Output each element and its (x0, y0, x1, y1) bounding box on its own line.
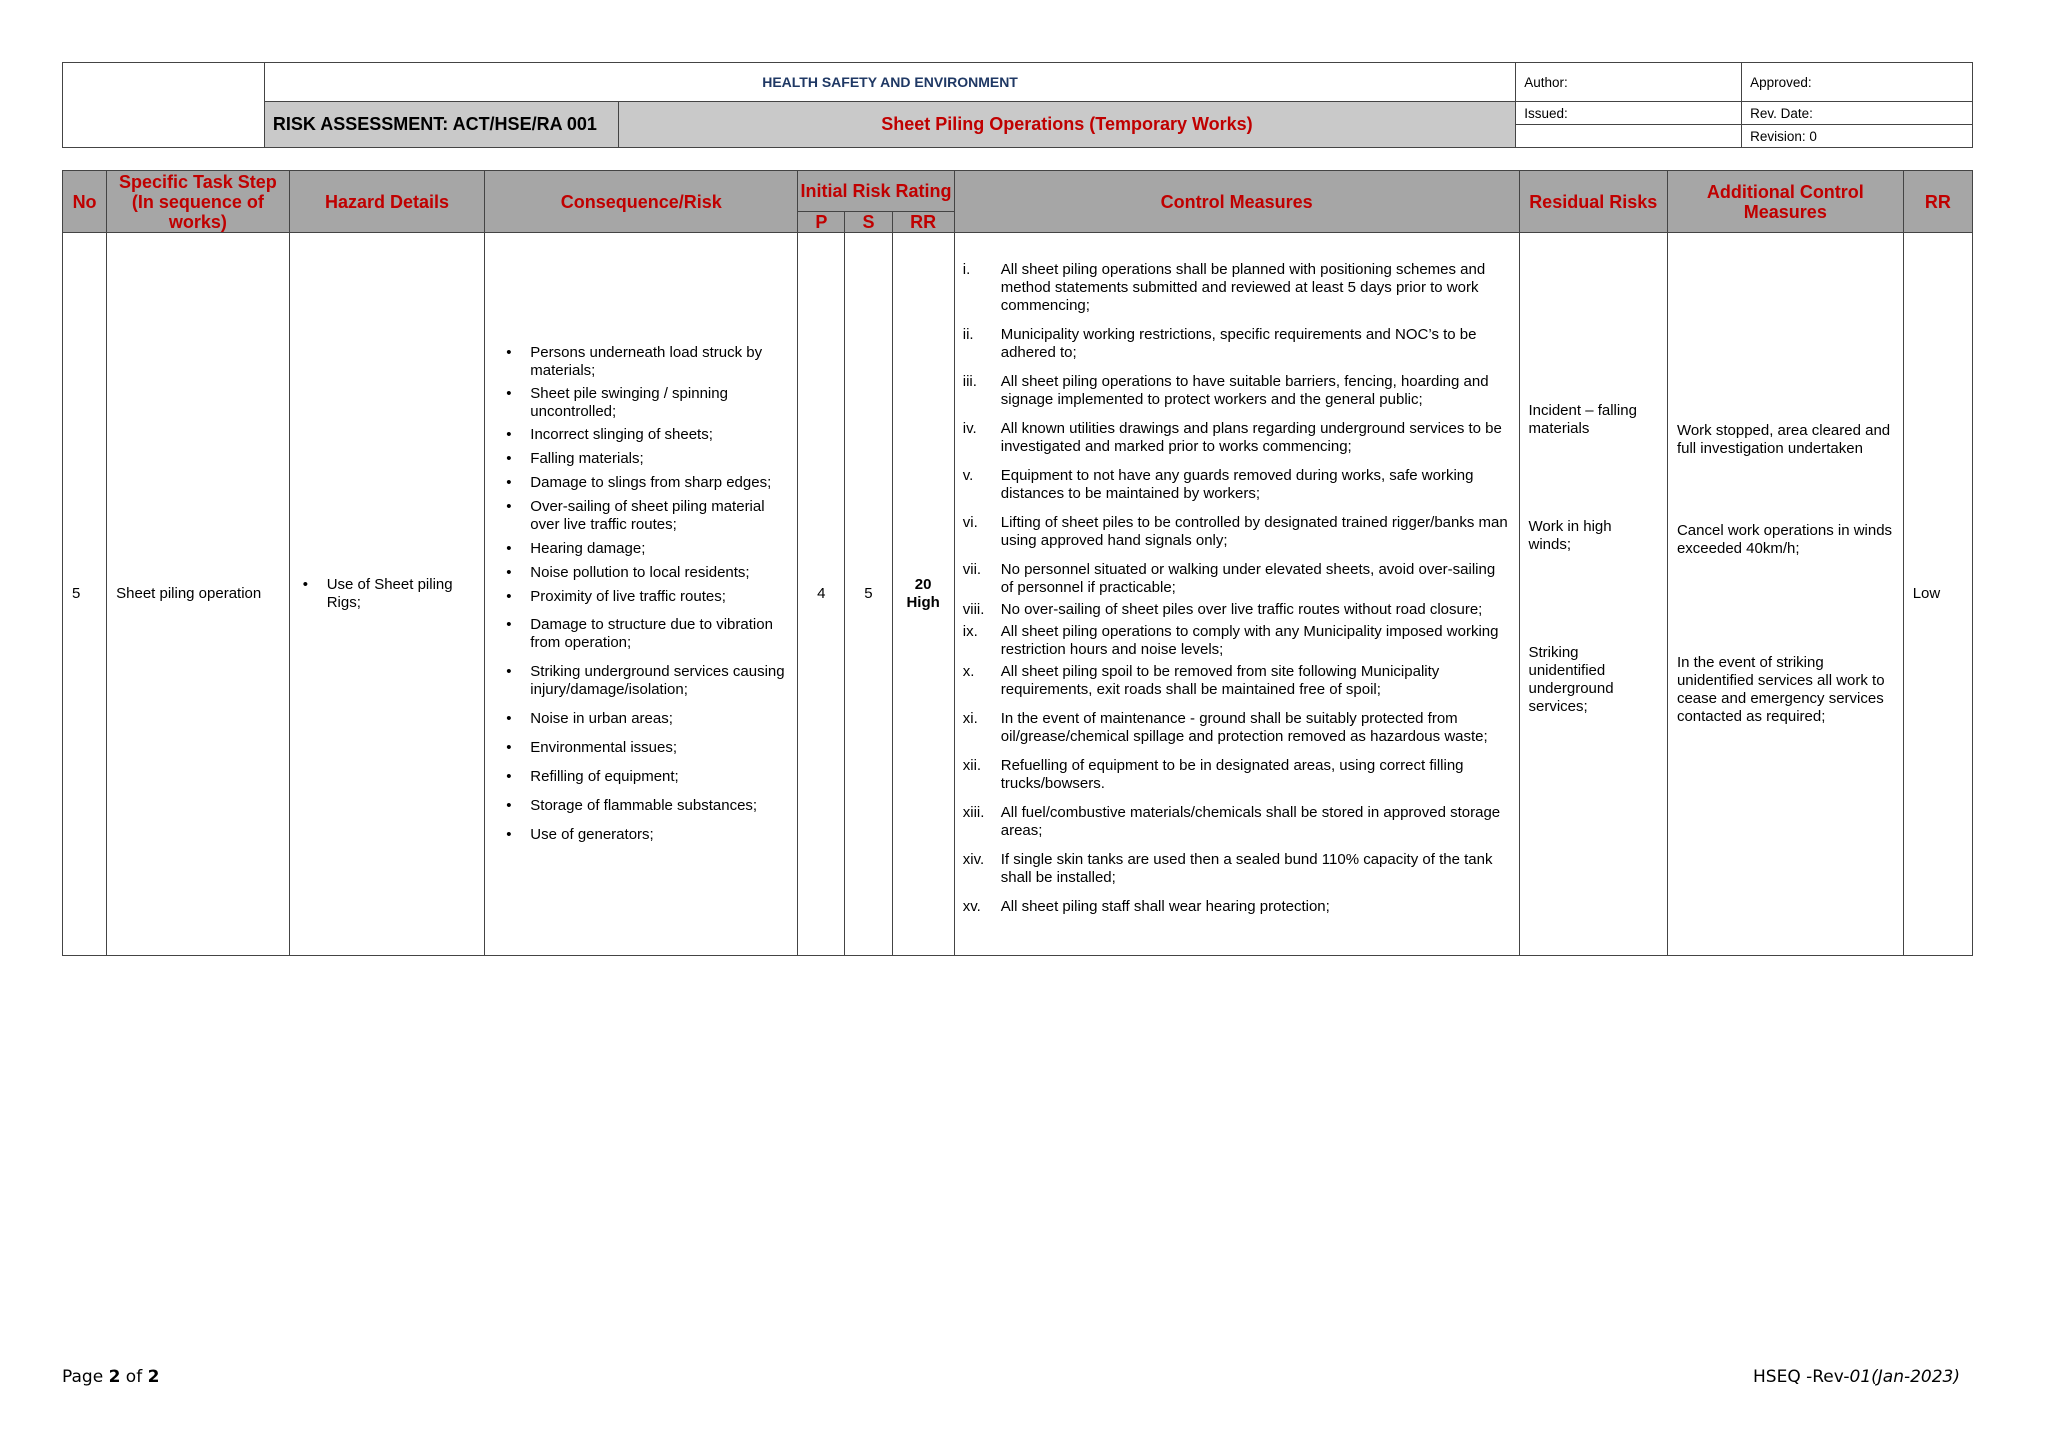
control-measure-text: All known utilities drawings and plans regarding underground services to be investigated and marked prior to works commencing; (1000, 420, 1502, 455)
control-measure-text: No personnel situated or walking under elevated sheets, avoid over-sailing of personnel if practicable; (1000, 561, 1496, 596)
residual-risks-cell (1519, 233, 1667, 956)
table-row (63, 233, 1973, 956)
control-measure-item (963, 326, 1509, 362)
control-measure-text: Municipality working restrictions, specific requirements and NOC’s to be adhered to; (1000, 326, 1477, 361)
initial-rr-value: 20 (914, 576, 932, 593)
consequence-item: • Use of generators; (530, 826, 788, 844)
control-measure-item (963, 663, 1509, 699)
rev-date-field: Rev. Date: (1742, 102, 1973, 125)
control-measure-item (963, 373, 1509, 409)
initial-rr-level: High (906, 594, 940, 611)
control-measure-text: Refuelling of equipment to be in designated areas, using correct filling trucks/bowsers. (1000, 757, 1464, 792)
additional-controls-cell (1667, 233, 1903, 956)
consequence-item: • Noise in urban areas; (530, 710, 788, 728)
col-header-initial-risk: Initial Risk Rating (798, 171, 954, 212)
control-measure-number: v. (962, 467, 974, 484)
control-measure-item (963, 514, 1509, 550)
final-rr-value: Low (1903, 233, 1972, 956)
consequence-item: • Sheet pile swinging / spinning uncontrolled; (530, 385, 788, 421)
control-measure-number: ix. (962, 623, 978, 640)
control-measure-number: iv. (962, 420, 977, 437)
consequence-item: • Refilling of equipment; (530, 768, 788, 786)
col-header-s: S (845, 212, 892, 233)
hazard-cell (289, 233, 485, 956)
col-header-no: No (63, 171, 107, 233)
row-number: 5 (63, 233, 107, 956)
control-measure-number: xiii. (962, 804, 985, 821)
control-measure-item (963, 467, 1509, 503)
control-measure-item (963, 898, 1509, 916)
control-measure-number: vii. (962, 561, 982, 578)
control-measure-number: x. (962, 663, 975, 680)
control-measure-item (963, 623, 1509, 659)
control-measure-text: All sheet piling operations to comply with any Municipality imposed working restriction hours and noise levels; (1000, 623, 1499, 658)
logo-cell (63, 63, 265, 148)
additional-control-item: Work stopped, area cleared and full investigation undertaken (1676, 422, 1891, 457)
consequence-item: • Over-sailing of sheet piling material over live traffic routes; (530, 498, 788, 534)
control-measure-text: In the event of maintenance - ground shall be suitably protected from oil/grease/chemical spillage and protection removed as hazardous waste; (1000, 710, 1488, 745)
author-field: Author: (1516, 63, 1742, 102)
consequence-item: • Persons underneath load struck by materials; (530, 344, 788, 380)
consequence-item: • Noise pollution to local residents; (530, 564, 788, 582)
control-measure-text: Equipment to not have any guards removed during works, safe working distances to be maintained by workers; (1000, 467, 1474, 502)
consequence-item: • Falling materials; (530, 450, 788, 468)
control-measure-text: All sheet piling operations shall be planned with positioning schemes and method statements submitted and reviewed at least 5 days prior to work commencing; (1000, 261, 1486, 314)
control-measure-text: All sheet piling spoil to be removed from site following Municipality requirements, exit roads shall be maintained free of spoil; (1000, 663, 1440, 698)
approved-field: Approved: (1742, 63, 1973, 102)
control-measure-item (963, 261, 1509, 315)
page-prefix: Page (62, 1367, 109, 1387)
consequence-item: • Incorrect slinging of sheets; (530, 426, 788, 444)
page-of: of (120, 1367, 148, 1387)
col-header-control: Control Measures (954, 171, 1519, 233)
control-measure-text: No over-sailing of sheet piles over live traffic routes without road closure; (1000, 601, 1483, 618)
control-measure-number: xii. (962, 757, 982, 774)
consequence-item: • Damage to structure due to vibration from operation; (530, 616, 788, 652)
control-measure-text: All fuel/combustive materials/chemicals shall be stored in approved storage areas; (1000, 804, 1501, 839)
hse-title: HEALTH SAFETY AND ENVIRONMENT (264, 63, 1515, 102)
page-number (62, 1367, 159, 1387)
severity-value: 5 (845, 233, 892, 956)
col-header-p: P (798, 212, 845, 233)
control-measure-item (963, 420, 1509, 456)
consequence-item: • Striking underground services causing injury/damage/isolation; (530, 663, 788, 699)
rev-date: 01(Jan-2023) (1849, 1367, 1960, 1387)
control-measure-number: viii. (962, 601, 985, 618)
additional-control-item: In the event of striking unidentified services all work to cease and emergency services contacted as required; (1676, 654, 1885, 725)
revision-footer (1753, 1367, 1960, 1387)
additional-control-item: Cancel work operations in winds exceeded 40km/h; (1676, 522, 1893, 557)
task-step: Sheet piling operation (107, 233, 290, 956)
residual-risk-item: Work in high winds; (1528, 518, 1612, 553)
consequence-cell (485, 233, 798, 956)
consequence-item: • Proximity of live traffic routes; (530, 588, 788, 606)
hazard-item: • Use of Sheet piling Rigs; (327, 576, 476, 612)
page-current: 2 (108, 1367, 121, 1387)
consequence-item: • Environmental issues; (530, 739, 788, 757)
consequence-item: • Hearing damage; (530, 540, 788, 558)
control-measure-item (963, 561, 1509, 597)
control-measure-item (963, 757, 1509, 793)
control-measure-number: xiv. (962, 851, 985, 868)
control-measure-item (963, 851, 1509, 887)
control-measure-item (963, 804, 1509, 840)
consequence-item: • Damage to slings from sharp edges; (530, 474, 788, 492)
rev-prefix: HSEQ -Rev- (1753, 1367, 1850, 1387)
col-header-rr-final: RR (1903, 171, 1972, 233)
document-title: Sheet Piling Operations (Temporary Works) (618, 102, 1515, 148)
control-measure-number: iii. (962, 373, 977, 390)
control-measure-number: vi. (962, 514, 978, 531)
col-header-task: Specific Task Step (In sequence of works) (107, 171, 290, 233)
page-total: 2 (147, 1367, 160, 1387)
control-measure-number: i. (962, 261, 971, 278)
document-header (62, 62, 1973, 148)
col-header-consequence: Consequence/Risk (485, 171, 798, 233)
risk-assessment-table (62, 170, 1973, 956)
probability-value: 4 (798, 233, 845, 956)
consequence-item: • Storage of flammable substances; (530, 797, 788, 815)
control-measure-item (963, 601, 1509, 619)
control-measure-text: Lifting of sheet piles to be controlled by designated trained rigger/banks man using approved hand signals only; (1000, 514, 1508, 549)
revision-field: Revision: 0 (1742, 125, 1973, 148)
issued-field: Issued: (1516, 102, 1742, 125)
risk-assessment-ref: RISK ASSESSMENT: ACT/HSE/RA 001 (264, 102, 618, 148)
control-measure-text: All sheet piling operations to have suitable barriers, fencing, hoarding and signage implemented to protect workers and the general public; (1000, 373, 1489, 408)
control-measure-number: xv. (962, 898, 981, 915)
col-header-additional: Additional Control Measures (1667, 171, 1903, 233)
col-header-hazard: Hazard Details (289, 171, 485, 233)
control-measure-text: If single skin tanks are used then a sealed bund 110% capacity of the tank shall be installed; (1000, 851, 1493, 886)
residual-risk-item: Incident – falling materials (1528, 402, 1637, 437)
col-header-rr: RR (892, 212, 954, 233)
control-measure-item (963, 710, 1509, 746)
control-measure-number: xi. (962, 710, 978, 727)
initial-rr-cell (892, 233, 954, 956)
col-header-residual: Residual Risks (1519, 171, 1667, 233)
control-measures-cell (954, 233, 1519, 956)
blank-meta-cell (1516, 125, 1742, 148)
control-measure-text: All sheet piling staff shall wear hearing protection; (1000, 898, 1330, 915)
control-measure-number: ii. (962, 326, 974, 343)
control-measures-list (963, 261, 1509, 916)
residual-risk-item: Striking unidentified underground services; (1528, 644, 1614, 715)
